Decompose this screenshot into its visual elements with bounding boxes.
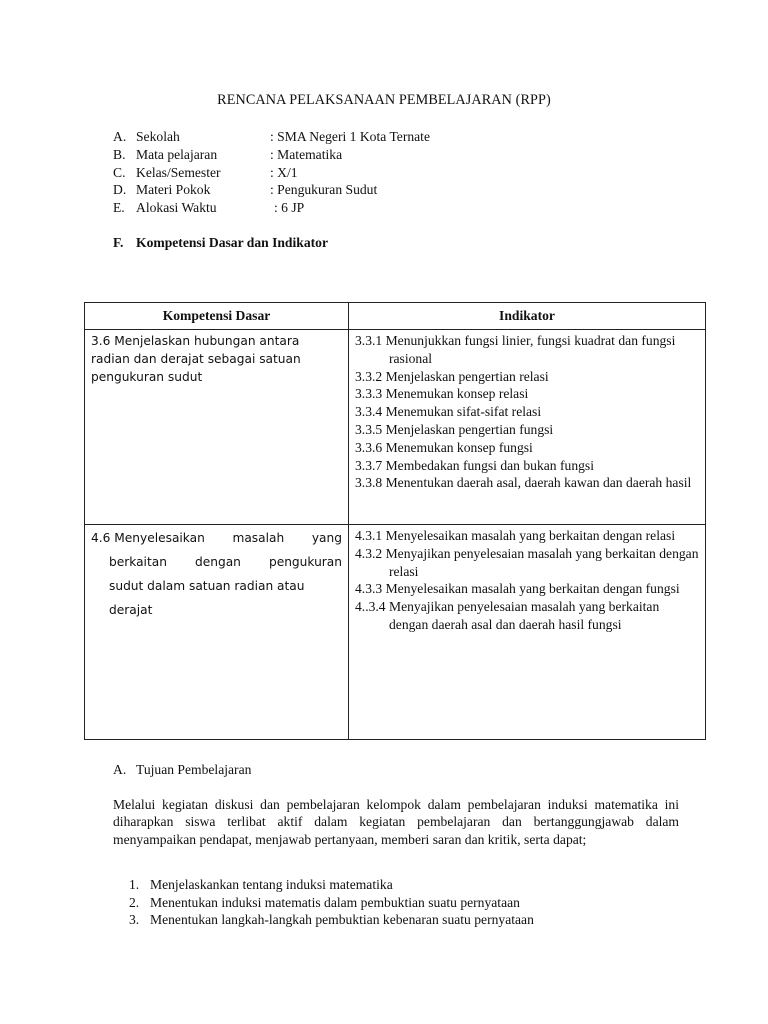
identity-label: Materi Pokok <box>136 182 211 198</box>
identity-label: Kelas/Semester <box>136 164 221 180</box>
identity-label: Alokasi Waktu <box>136 200 217 216</box>
identity-value: : X/1 <box>270 164 298 180</box>
goal-text: Menentukan induksi matematis dalam pembuktian suatu pernyataan <box>150 894 520 910</box>
list-letter: E. <box>113 200 125 216</box>
header-kompetensi-dasar: Kompetensi Dasar <box>85 303 349 330</box>
identity-value: : Pengukuran Sudut <box>270 182 378 198</box>
kd-word: berkaitan <box>109 555 167 569</box>
indicator-item: 3.3.7 Membedakan fungsi dan bukan fungsi <box>355 457 594 473</box>
indicator-list <box>349 330 705 492</box>
goal-text: Menjelaskankan tentang induksi matematika <box>150 877 393 892</box>
indicator-item: 4.3.1 Menyelesaikan masalah yang berkaitan dengan relasi <box>355 528 676 543</box>
indicator-cell <box>349 525 706 740</box>
kd-text: 3.6 Menjelaskan hubungan antara radian dan derajat sebagai satuan pengukuran sudut <box>91 334 301 384</box>
list-letter: C. <box>113 164 126 180</box>
kd-cell <box>85 330 349 525</box>
indicator-list <box>349 525 705 634</box>
table-header-row <box>85 303 706 330</box>
indicator-item: 3.3.2 Menjelaskan pengertian relasi <box>355 368 549 384</box>
kd-word: dengan <box>195 555 241 569</box>
kd-text <box>85 525 348 622</box>
kd-line <box>91 526 342 550</box>
section-letter: A. <box>113 762 127 777</box>
table-row <box>85 330 706 525</box>
list-letter: B. <box>113 146 126 162</box>
indicator-item: 4.3.2 Menyajikan penyelesaian masalah yang berkaitan dengan relasi <box>355 545 699 579</box>
indicator-item: 3.3.8 Menentukan daerah asal, daerah kawan dan daerah hasil <box>355 475 692 491</box>
identity-value: : 6 JP <box>274 200 305 216</box>
goal-number: 3. <box>129 912 140 928</box>
indicator-item: 3.3.5 Menjelaskan pengertian fungsi <box>355 421 554 437</box>
section-letter: F. <box>113 235 124 250</box>
goal-number: 2. <box>129 894 140 910</box>
kd-word: pengukuran <box>268 555 342 569</box>
indicator-item: 3.3.3 Menemukan konsep relasi <box>355 386 529 402</box>
list-letter: A. <box>113 129 127 144</box>
indicator-item: 3.3.1 Menunjukkan fungsi linier, fungsi kuadrat dan fungsi rasional <box>355 333 676 366</box>
goal-text: Menentukan langkah-langkah pembuktian kebenaran suatu pernyataan <box>150 912 534 928</box>
indicator-item: 4..3.4 Menyajikan penyelesaian masalah yang berkaitan dengan daerah asal dan daerah hasil fungsi <box>355 599 660 632</box>
goal-number: 1. <box>129 877 140 892</box>
indicator-item: 4.3.3 Menyelesaikan masalah yang berkaitan dengan fungsi <box>355 581 680 597</box>
section-heading-tujuan <box>113 762 251 778</box>
indicator-item: 3.3.6 Menemukan konsep fungsi <box>355 439 533 455</box>
section-title: Kompetensi Dasar dan Indikator <box>136 235 328 250</box>
list-letter: D. <box>113 182 127 198</box>
objective-paragraph: Melalui kegiatan diskusi dan pembelajaran kelompok dalam pembelajaran induksi matematika ini diharapkan siswa terlibat aktif dalam kegiatan pembelajaran dan bertanggungjawab dalam menyampaikan pendapat, menjawab pertanyaan, memberi saran dan kritik, serta dapat; <box>113 797 679 847</box>
kd-word: 4.6 Menyelesaikan <box>91 531 205 545</box>
identity-label: Mata pelajaran <box>136 146 218 162</box>
kd-word: masalah <box>232 531 285 545</box>
competency-table <box>84 302 706 740</box>
header-indikator: Indikator <box>349 303 706 330</box>
kd-word: yang <box>311 531 342 545</box>
indicator-cell <box>349 330 706 525</box>
indicator-item: 3.3.4 Menemukan sifat-sifat relasi <box>355 404 542 420</box>
kd-line: sudut dalam satuan radian atau <box>109 579 305 593</box>
identity-label: Sekolah <box>136 129 180 144</box>
document-title: RENCANA PELAKSANAAN PEMBELAJARAN (RPP) <box>217 92 551 108</box>
identity-value: : Matematika <box>270 146 343 162</box>
section-heading-kompetensi <box>113 235 328 251</box>
identity-value: : SMA Negeri 1 Kota Ternate <box>270 129 430 144</box>
table-row <box>85 525 706 740</box>
kd-cell <box>85 525 349 740</box>
section-title: Tujuan Pembelajaran <box>136 762 252 777</box>
kd-line <box>91 550 342 574</box>
kd-line: derajat <box>109 603 153 617</box>
